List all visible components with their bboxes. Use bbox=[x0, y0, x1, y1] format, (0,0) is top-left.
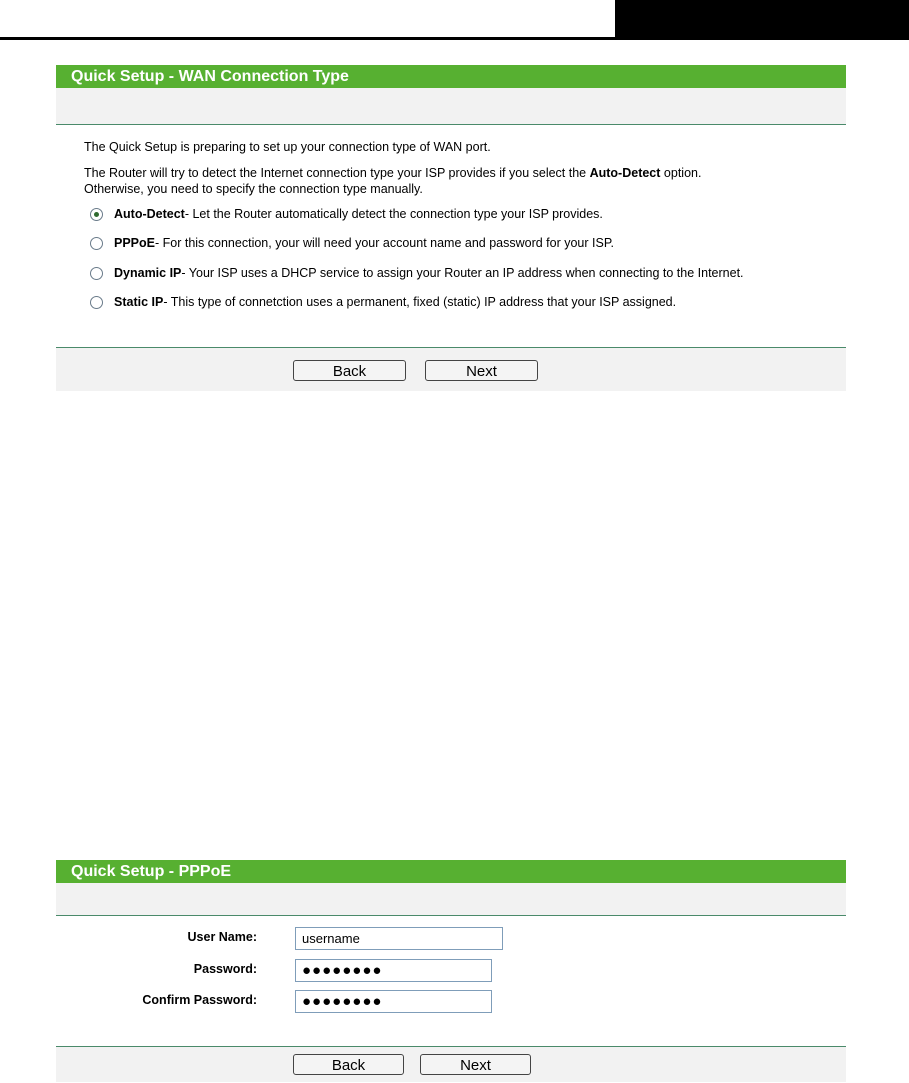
wan-detect-text bbox=[84, 166, 701, 180]
wan-panel-button-band bbox=[56, 348, 846, 391]
wan-connection-panel bbox=[56, 65, 846, 391]
option-dynamic-ip[interactable] bbox=[90, 266, 744, 280]
confirm-password-field[interactable]: ●●●●●●●● bbox=[295, 990, 492, 1013]
password-field[interactable]: ●●●●●●●● bbox=[295, 959, 492, 982]
pppoe-label: PPPoE bbox=[114, 236, 155, 250]
page-header-rule bbox=[0, 37, 909, 40]
auto-detect-label: Auto-Detect bbox=[114, 207, 185, 221]
page-header-block bbox=[615, 0, 909, 40]
pppoe-desc: - For this connection, your will need your account name and password for your ISP. bbox=[155, 236, 615, 250]
auto-detect-radio[interactable] bbox=[90, 208, 103, 221]
wan-panel-title: Quick Setup - WAN Connection Type bbox=[56, 65, 846, 88]
pppoe-panel-title: Quick Setup - PPPoE bbox=[56, 860, 846, 883]
pppoe-panel-button-band bbox=[56, 1047, 846, 1082]
dynamic-ip-desc: - Your ISP uses a DHCP service to assign your Router an IP address when connecting to the Internet. bbox=[181, 266, 744, 280]
option-pppoe[interactable] bbox=[90, 236, 614, 250]
username-field[interactable]: username bbox=[295, 927, 503, 950]
static-ip-desc: - This type of connetction uses a permanent, fixed (static) IP address that your ISP assigned. bbox=[163, 295, 677, 309]
pppoe-panel bbox=[56, 860, 846, 1083]
wan-manual-text: Otherwise, you need to specify the connection type manually. bbox=[84, 182, 423, 196]
pppoe-panel-body bbox=[56, 916, 846, 1046]
pppoe-panel-top-band bbox=[56, 883, 846, 915]
dynamic-ip-label: Dynamic IP bbox=[114, 266, 182, 280]
wan-detect-suffix: option. bbox=[660, 166, 702, 180]
confirm-password-label: Confirm Password: bbox=[142, 993, 257, 1007]
option-auto-detect[interactable] bbox=[90, 207, 603, 221]
dynamic-ip-radio[interactable] bbox=[90, 267, 103, 280]
wan-back-button[interactable]: Back bbox=[293, 360, 406, 381]
password-label: Password: bbox=[193, 962, 257, 976]
pppoe-radio[interactable] bbox=[90, 237, 103, 250]
wan-panel-body bbox=[56, 125, 846, 347]
static-ip-radio[interactable] bbox=[90, 296, 103, 309]
pppoe-back-button[interactable]: Back bbox=[293, 1054, 404, 1075]
option-static-ip[interactable] bbox=[90, 295, 676, 309]
wan-detect-prefix: The Router will try to detect the Internet connection type your ISP provides if you select the bbox=[84, 166, 590, 180]
static-ip-label: Static IP bbox=[114, 295, 164, 309]
wan-next-button[interactable]: Next bbox=[425, 360, 538, 381]
auto-detect-desc: - Let the Router automatically detect the connection type your ISP provides. bbox=[184, 207, 603, 221]
wan-panel-top-band bbox=[56, 88, 846, 124]
wan-detect-bold: Auto-Detect bbox=[589, 166, 661, 180]
wan-intro-text: The Quick Setup is preparing to set up your connection type of WAN port. bbox=[84, 140, 491, 154]
pppoe-next-button[interactable]: Next bbox=[420, 1054, 531, 1075]
username-label: User Name: bbox=[187, 930, 257, 944]
